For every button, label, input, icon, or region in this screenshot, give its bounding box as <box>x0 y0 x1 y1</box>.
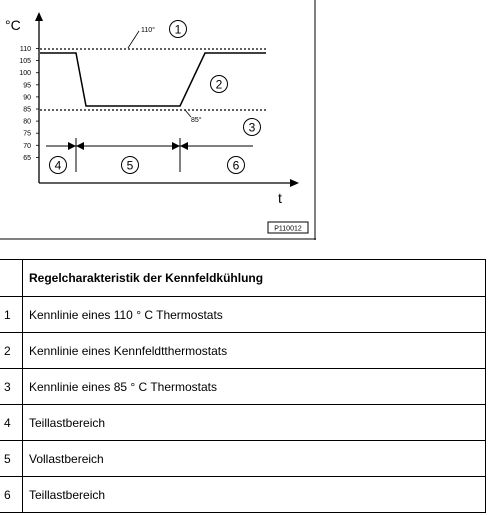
legend-row <box>0 333 486 369</box>
marker-5 <box>122 157 139 174</box>
y-tick-label: 100 <box>19 70 31 78</box>
svg-text:4: 4 <box>54 158 62 173</box>
svg-text:3: 3 <box>248 120 256 135</box>
legend-row <box>0 477 486 513</box>
y-tick-label: 75 <box>23 130 31 138</box>
range-arrow <box>172 142 180 150</box>
thermostat-diagram <box>0 0 316 240</box>
marker-1 <box>170 21 187 38</box>
annotation-85: 85° <box>191 117 202 124</box>
annotation-110: 110° <box>141 27 155 34</box>
legend-row-text: Kennlinie eines 110 ° C Thermostats <box>23 297 486 333</box>
unit-label: °C <box>5 17 21 33</box>
legend-header-row <box>0 260 486 297</box>
legend-row <box>0 441 486 477</box>
legend-row-text: Kennlinie eines 85 ° C Thermostats <box>23 369 486 405</box>
legend-row-number: 2 <box>0 333 23 369</box>
legend-row <box>0 369 486 405</box>
y-tick-label: 85 <box>23 106 31 114</box>
legend-table <box>0 259 486 513</box>
marker-4 <box>50 157 67 174</box>
legend-row-number: 1 <box>0 297 23 333</box>
y-tick-label: 90 <box>23 94 31 102</box>
svg-text:6: 6 <box>232 158 240 173</box>
mapped-thermostat-curve <box>40 53 266 106</box>
legend-row-text: Teillastbereich <box>23 477 486 513</box>
legend-header-num <box>0 260 23 297</box>
y-tick-label: 65 <box>23 154 31 162</box>
legend-row-number: 5 <box>0 441 23 477</box>
y-tick-label: 80 <box>23 118 31 126</box>
y-tick-label: 70 <box>23 142 31 150</box>
legend-row-number: 6 <box>0 477 23 513</box>
x-axis-arrow <box>290 179 299 187</box>
svg-text:2: 2 <box>215 77 223 92</box>
y-tick-labels <box>19 46 39 162</box>
legend-row <box>0 297 486 333</box>
legend-row-text: Kennlinie eines Kennfeldtthermostats <box>23 333 486 369</box>
y-tick-label: 110 <box>19 46 31 53</box>
legend-row-text: Teillastbereich <box>23 405 486 441</box>
range-arrow <box>180 142 188 150</box>
range-arrow <box>68 142 76 150</box>
legend-row <box>0 405 486 441</box>
range-arrow <box>76 142 84 150</box>
annotation-110-leader <box>128 31 139 48</box>
legend-row-number: 4 <box>0 405 23 441</box>
y-axis-arrow <box>35 12 43 21</box>
marker-3 <box>244 119 261 136</box>
legend-row-number: 3 <box>0 369 23 405</box>
annotation-85-leader <box>185 110 191 117</box>
x-axis-label: t <box>278 190 282 206</box>
y-tick-label: 105 <box>19 58 31 66</box>
svg-text:5: 5 <box>126 158 134 173</box>
marker-6 <box>228 157 245 174</box>
svg-text:1: 1 <box>174 22 182 37</box>
marker-2 <box>211 76 228 93</box>
figure-code: P110012 <box>274 225 302 233</box>
legend-row-text: Vollastbereich <box>23 441 486 477</box>
y-tick-label: 95 <box>23 82 31 90</box>
legend-header: Regelcharakteristik der Kennfeldkühlung <box>23 260 486 297</box>
